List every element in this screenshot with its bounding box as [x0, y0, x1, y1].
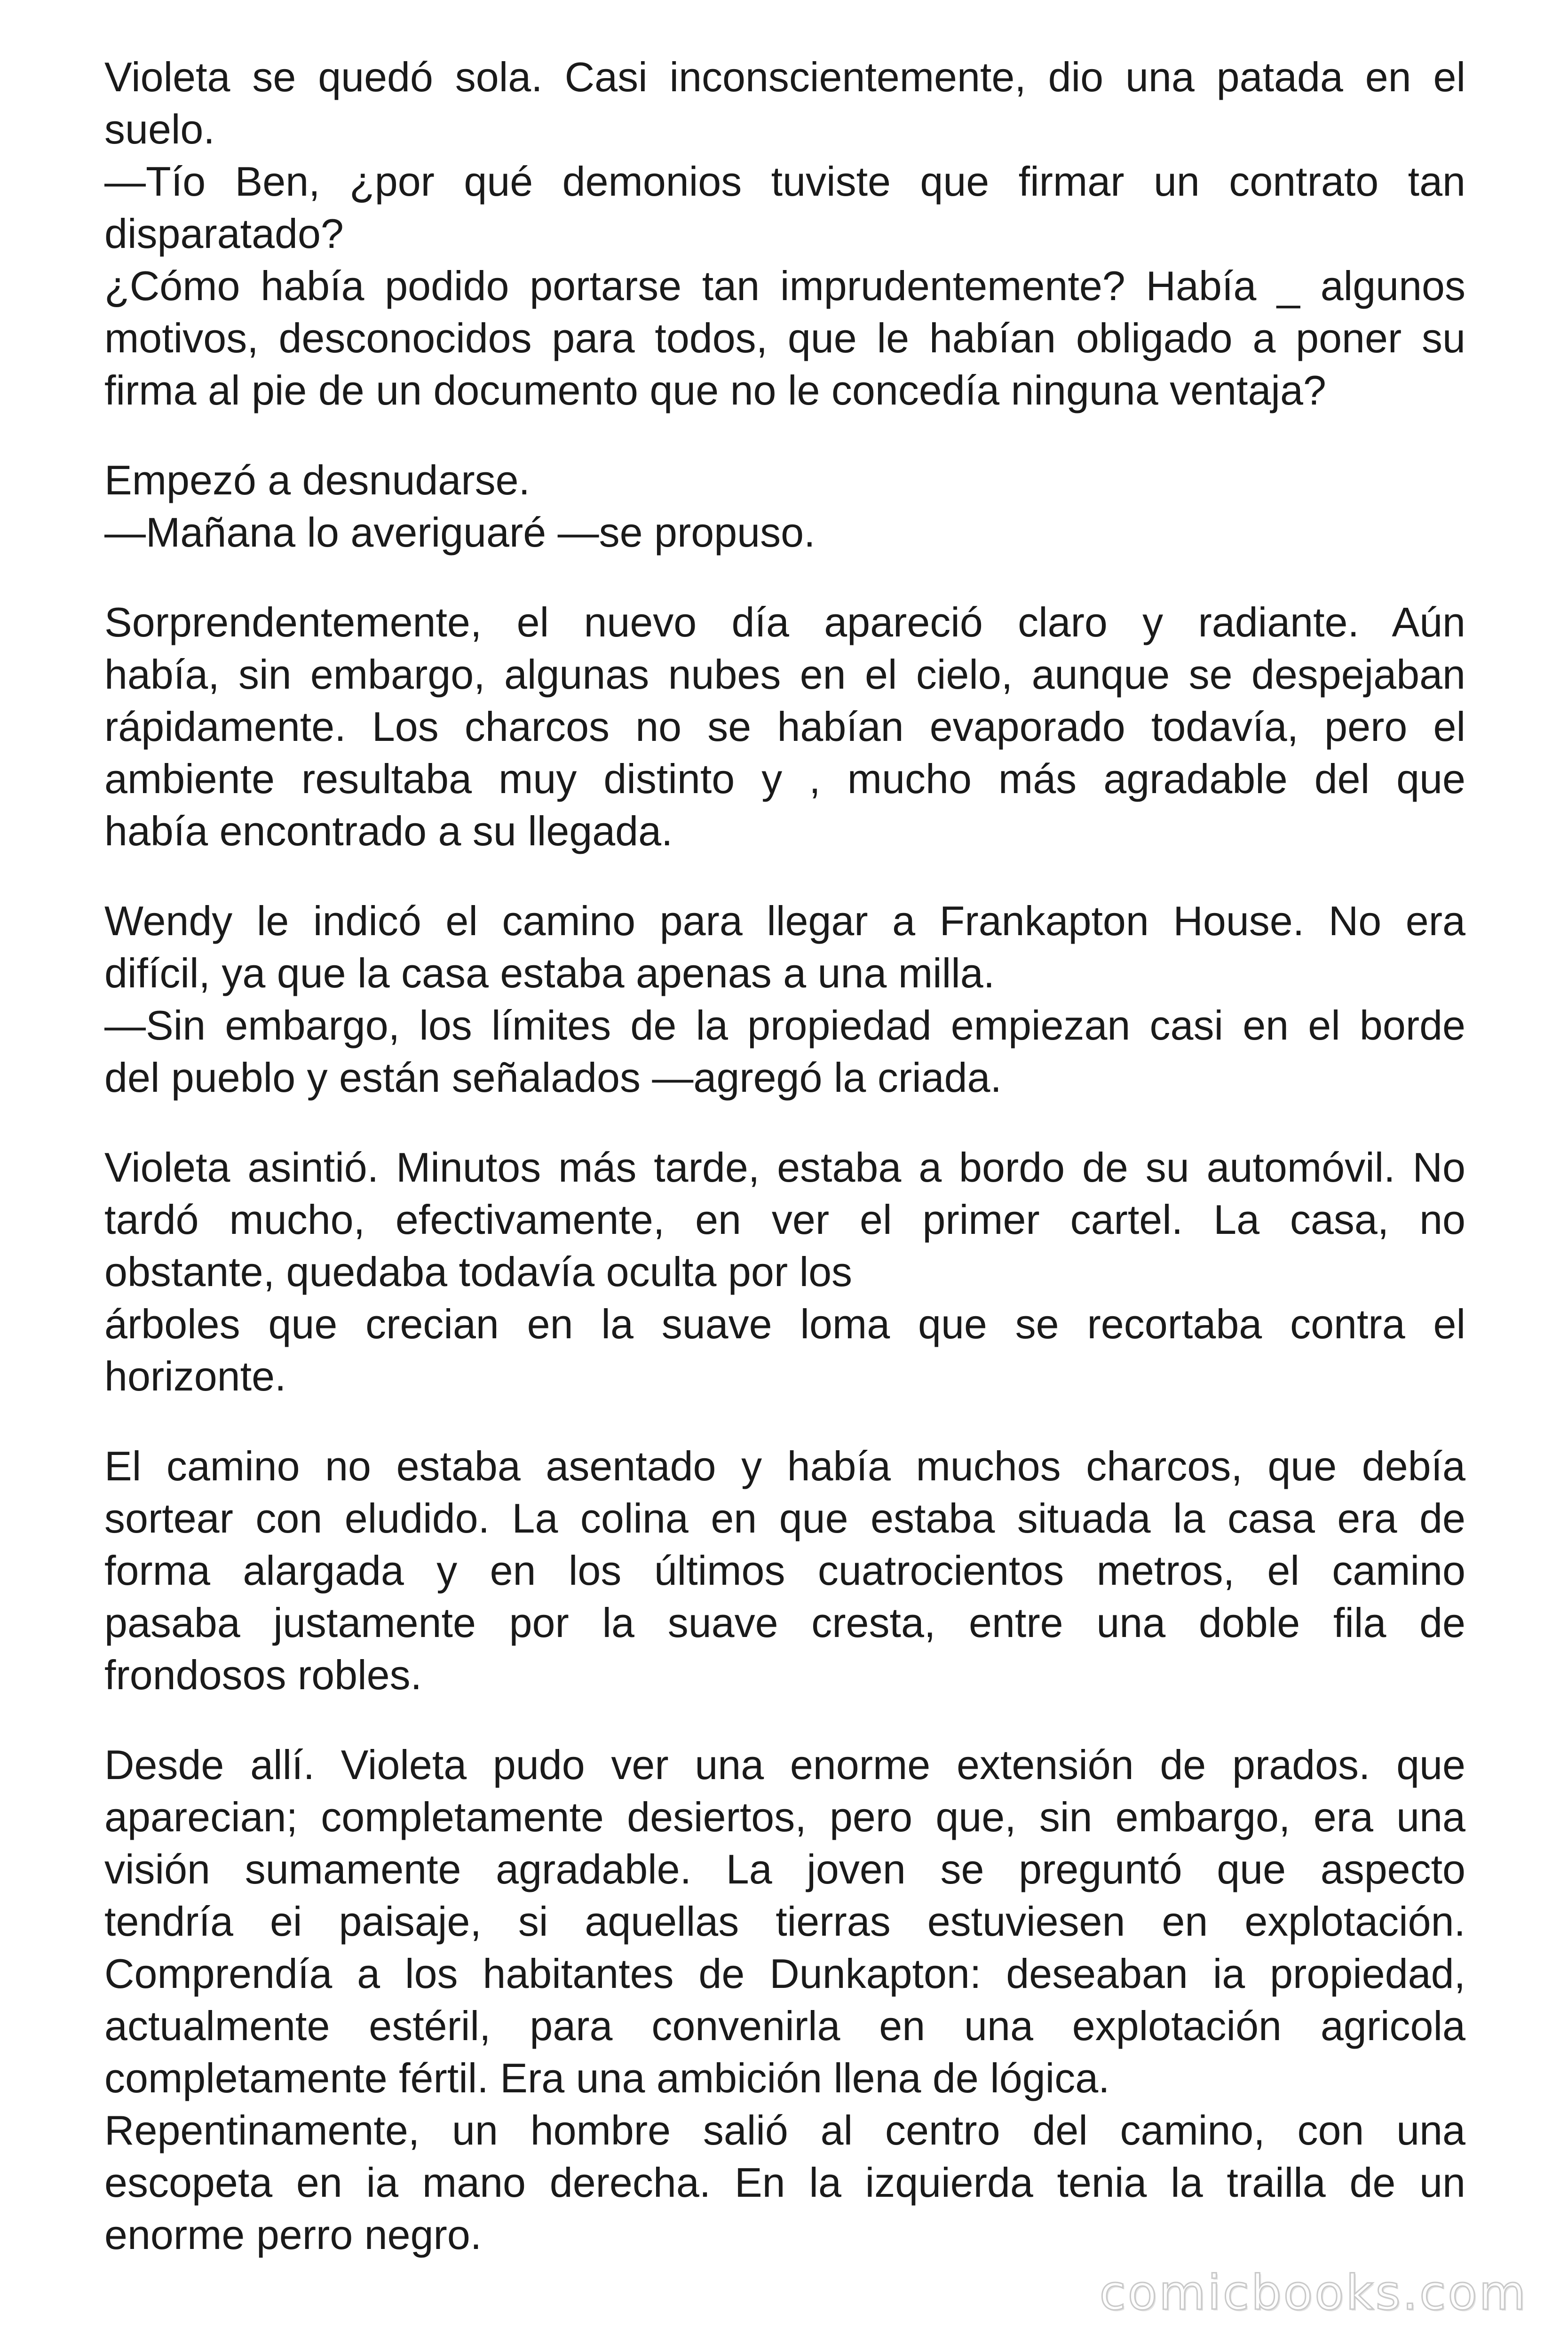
text-line: Comprendía a los habitantes de Dunkapton: deseaban ia propiedad, [104, 1950, 1465, 1997]
text-line: del pueblo y están señalados —agregó la criada. [104, 1054, 1002, 1101]
text-line: tendría ei paisaje, si aquellas tierras estuviesen en explotación. [104, 1898, 1465, 1945]
text-line: ¿Cómo había podido portarse tan imprudentemente? Había _ algunos [104, 262, 1465, 309]
paragraph [104, 1739, 1465, 2261]
text-line: obstante, quedaba todavía oculta por los [104, 1248, 853, 1295]
text-line: motivos, desconocidos para todos, que le habían obligado a poner su [104, 315, 1465, 361]
text-line: Violeta se quedó sola. Casi inconscientemente, dio una patada en el [104, 54, 1465, 100]
text-line: visión sumamente agradable. La joven se preguntó que aspecto [104, 1846, 1465, 1892]
paragraph [104, 454, 1465, 558]
text-line: suelo. [104, 106, 215, 152]
text-line: rápidamente. Los charcos no se habían evaporado todavía, pero el [104, 703, 1465, 750]
text-line: enorme perro negro. [104, 2211, 482, 2258]
paragraph [104, 895, 1465, 1104]
text-line: firma al pie de un documento que no le concedía ninguna ventaja? [104, 367, 1326, 413]
text-line: había encontrado a su llegada. [104, 808, 673, 854]
text-line: forma alargada y en los últimos cuatrocientos metros, el camino [104, 1547, 1465, 1594]
text-line: ambiente resultaba muy distinto y , mucho más agradable del que [104, 755, 1465, 802]
paragraph [104, 596, 1465, 857]
paragraph [104, 51, 1465, 416]
text-line: pasaba justamente por la suave cresta, entre una doble fila de [104, 1599, 1465, 1646]
text-line: —Sin embargo, los límites de la propiedad empiezan casi en el borde [104, 1002, 1465, 1049]
text-line: frondosos robles. [104, 1652, 422, 1698]
text-line: disparatado? [104, 210, 344, 257]
text-line: Sorprendentemente, el nuevo día apareció claro y radiante. Aún [104, 599, 1465, 645]
text-line: completamente fértil. Era una ambición llena de lógica. [104, 2055, 1110, 2101]
paragraph [104, 1440, 1465, 1701]
text-line: había, sin embargo, algunas nubes en el cielo, aunque se despejaban [104, 651, 1465, 698]
text-line: tardó mucho, efectivamente, en ver el primer cartel. La casa, no [104, 1196, 1465, 1243]
paragraph [104, 1141, 1465, 1402]
text-line: Violeta asintió. Minutos más tarde, estaba a bordo de su automóvil. No [104, 1144, 1465, 1191]
text-line: —Tío Ben, ¿por qué demonios tuviste que firmar un contrato tan [104, 158, 1465, 205]
text-line: Wendy le indicó el camino para llegar a Frankapton House. No era [104, 898, 1465, 944]
text-line: árboles que crecian en la suave loma que se recortaba contra el [104, 1301, 1465, 1347]
text-line: difícil, ya que la casa estaba apenas a una milla. [104, 950, 995, 996]
text-line: aparecian; completamente desiertos, pero que, sin embargo, era una [104, 1794, 1465, 1840]
text-line: escopeta en ia mano derecha. En la izquierda tenia la trailla de un [104, 2159, 1465, 2206]
text-line: actualmente estéril, para convenirla en una explotación agricola [104, 2002, 1465, 2049]
text-line: —Mañana lo averiguaré —se propuso. [104, 509, 816, 556]
text-line: Repentinamente, un hombre salió al centro del camino, con una [104, 2107, 1465, 2153]
text-line: El camino no estaba asentado y había muchos charcos, que debía [104, 1443, 1465, 1489]
watermark: comicbooks.com [1099, 2265, 1528, 2321]
text-line: horizonte. [104, 1353, 286, 1399]
text-line: Desde allí. Violeta pudo ver una enorme extensión de prados. que [104, 1741, 1465, 1788]
document-page [104, 51, 1465, 2298]
text-line: sortear con eludido. La colina en que estaba situada la casa era de [104, 1495, 1465, 1542]
text-line: Empezó a desnudarse. [104, 457, 531, 503]
